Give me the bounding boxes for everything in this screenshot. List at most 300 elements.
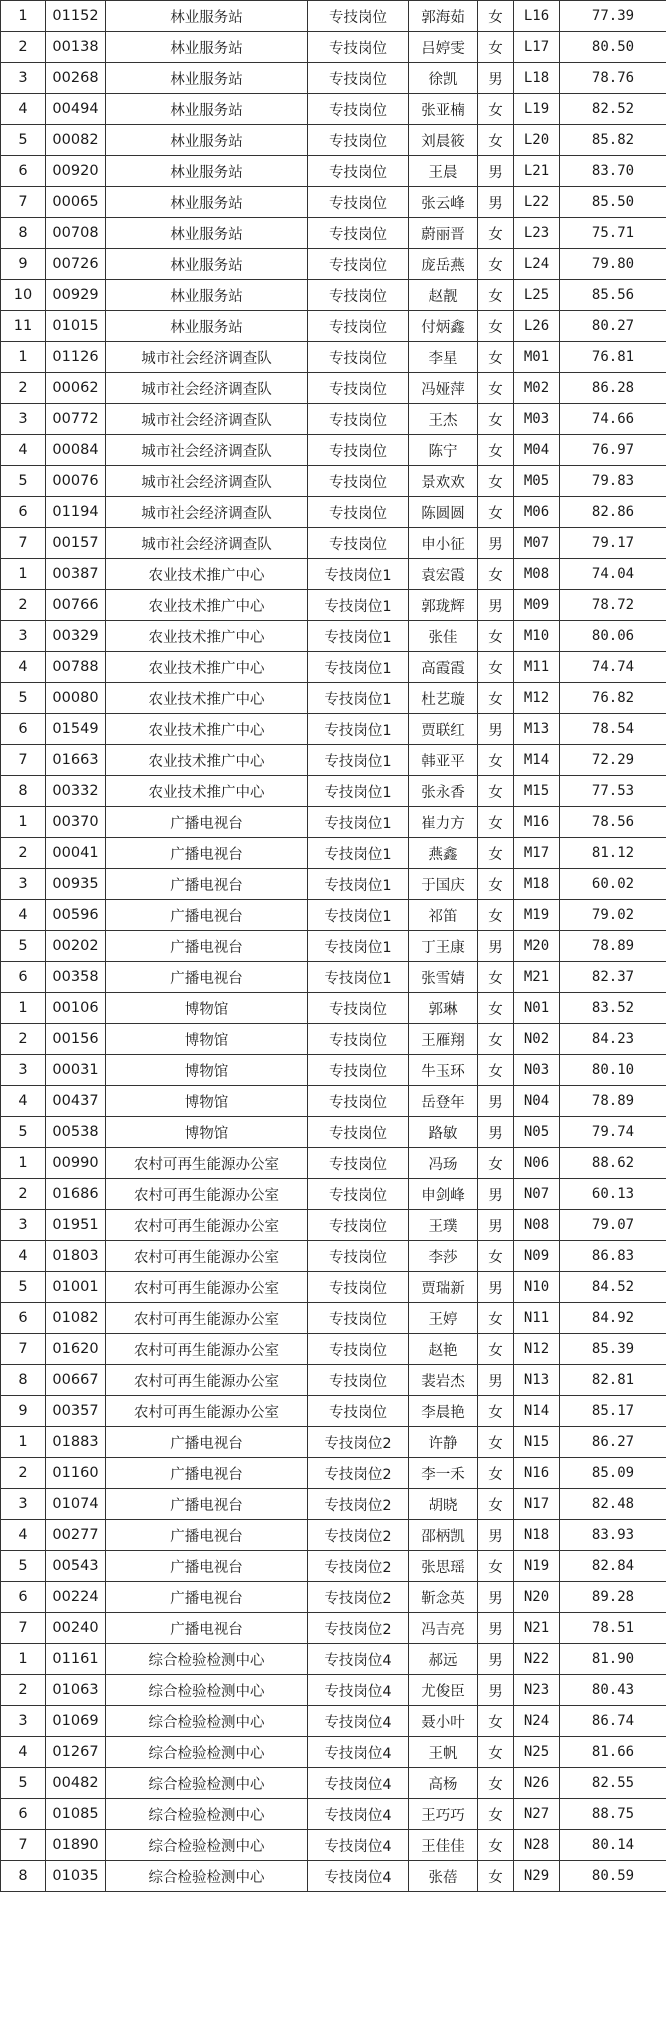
candidate-name-cell: 张蓓 — [409, 1861, 478, 1892]
row-index-cell: 9 — [1, 249, 46, 280]
table-row — [1, 1334, 666, 1365]
table-row — [1, 280, 666, 311]
table-row — [1, 1737, 666, 1768]
candidate-name-cell: 高霞霞 — [409, 652, 478, 683]
candidate-name-cell: 陈宁 — [409, 435, 478, 466]
candidate-id-cell: 00041 — [46, 838, 106, 869]
candidate-id-cell: 00080 — [46, 683, 106, 714]
exam-code-cell: N01 — [514, 993, 560, 1024]
exam-code-cell: L20 — [514, 125, 560, 156]
candidate-id-cell: 01803 — [46, 1241, 106, 1272]
row-index-cell: 7 — [1, 1334, 46, 1365]
candidate-id-cell: 00138 — [46, 32, 106, 63]
row-index-cell: 7 — [1, 187, 46, 218]
position-name-cell: 专技岗位 — [308, 435, 409, 466]
score-cell: 85.50 — [560, 187, 666, 218]
gender-cell: 男 — [478, 931, 514, 962]
gender-cell: 女 — [478, 1055, 514, 1086]
candidate-name-cell: 郭琳 — [409, 993, 478, 1024]
row-index-cell: 4 — [1, 1086, 46, 1117]
candidate-id-cell: 00156 — [46, 1024, 106, 1055]
position-name-cell: 专技岗位 — [308, 1334, 409, 1365]
employer-unit-cell: 林业服务站 — [106, 249, 308, 280]
table-row — [1, 807, 666, 838]
gender-cell: 女 — [478, 559, 514, 590]
exam-code-cell: M15 — [514, 776, 560, 807]
table-row — [1, 1799, 666, 1830]
row-index-cell: 3 — [1, 63, 46, 94]
gender-cell: 女 — [478, 404, 514, 435]
gender-cell: 女 — [478, 94, 514, 125]
employer-unit-cell: 综合检验检测中心 — [106, 1675, 308, 1706]
position-name-cell: 专技岗位2 — [308, 1613, 409, 1644]
candidate-name-cell: 聂小叶 — [409, 1706, 478, 1737]
table-row — [1, 125, 666, 156]
table-row — [1, 497, 666, 528]
position-name-cell: 专技岗位 — [308, 249, 409, 280]
exam-code-cell: M17 — [514, 838, 560, 869]
exam-code-cell: N07 — [514, 1179, 560, 1210]
candidate-id-cell: 01890 — [46, 1830, 106, 1861]
table-row — [1, 559, 666, 590]
exam-code-cell: M11 — [514, 652, 560, 683]
candidate-id-cell: 00766 — [46, 590, 106, 621]
exam-code-cell: L26 — [514, 311, 560, 342]
score-cell: 79.80 — [560, 249, 666, 280]
row-index-cell: 1 — [1, 1, 46, 32]
candidate-name-cell: 张佳 — [409, 621, 478, 652]
table-row — [1, 528, 666, 559]
position-name-cell: 专技岗位 — [308, 1210, 409, 1241]
score-cell: 81.66 — [560, 1737, 666, 1768]
position-name-cell: 专技岗位 — [308, 63, 409, 94]
score-cell: 80.59 — [560, 1861, 666, 1892]
candidate-name-cell: 郭海茹 — [409, 1, 478, 32]
gender-cell: 女 — [478, 1830, 514, 1861]
candidate-name-cell: 王巧巧 — [409, 1799, 478, 1830]
employer-unit-cell: 广播电视台 — [106, 838, 308, 869]
candidate-name-cell: 张永香 — [409, 776, 478, 807]
candidate-name-cell: 许静 — [409, 1427, 478, 1458]
score-cell: 88.62 — [560, 1148, 666, 1179]
position-name-cell: 专技岗位2 — [308, 1458, 409, 1489]
candidate-id-cell: 00726 — [46, 249, 106, 280]
exam-code-cell: M05 — [514, 466, 560, 497]
score-cell: 81.90 — [560, 1644, 666, 1675]
candidate-name-cell: 贾联红 — [409, 714, 478, 745]
position-name-cell: 专技岗位1 — [308, 807, 409, 838]
gender-cell: 男 — [478, 1086, 514, 1117]
candidate-id-cell: 01069 — [46, 1706, 106, 1737]
gender-cell: 女 — [478, 373, 514, 404]
gender-cell: 女 — [478, 1861, 514, 1892]
score-cell: 78.51 — [560, 1613, 666, 1644]
position-name-cell: 专技岗位 — [308, 1024, 409, 1055]
table-row — [1, 1086, 666, 1117]
exam-code-cell: M06 — [514, 497, 560, 528]
table-row — [1, 373, 666, 404]
candidate-name-cell: 张雪婧 — [409, 962, 478, 993]
candidate-id-cell: 00031 — [46, 1055, 106, 1086]
position-name-cell: 专技岗位 — [308, 1303, 409, 1334]
table-row — [1, 1, 666, 32]
employer-unit-cell: 广播电视台 — [106, 1613, 308, 1644]
row-index-cell: 4 — [1, 435, 46, 466]
position-name-cell: 专技岗位 — [308, 1055, 409, 1086]
candidate-name-cell: 牛玉环 — [409, 1055, 478, 1086]
position-name-cell: 专技岗位 — [308, 1272, 409, 1303]
position-name-cell: 专技岗位 — [308, 1, 409, 32]
table-row — [1, 1365, 666, 1396]
score-cell: 82.48 — [560, 1489, 666, 1520]
candidate-id-cell: 00788 — [46, 652, 106, 683]
score-cell: 78.76 — [560, 63, 666, 94]
candidate-name-cell: 赵艳 — [409, 1334, 478, 1365]
gender-cell: 男 — [478, 714, 514, 745]
score-cell: 80.27 — [560, 311, 666, 342]
candidate-name-cell: 刘晨筱 — [409, 125, 478, 156]
employer-unit-cell: 广播电视台 — [106, 1551, 308, 1582]
table-row — [1, 838, 666, 869]
position-name-cell: 专技岗位4 — [308, 1799, 409, 1830]
table-row — [1, 1644, 666, 1675]
candidate-name-cell: 靳念英 — [409, 1582, 478, 1613]
score-cell: 83.93 — [560, 1520, 666, 1551]
candidate-id-cell: 00065 — [46, 187, 106, 218]
score-cell: 74.04 — [560, 559, 666, 590]
table-row — [1, 1706, 666, 1737]
employer-unit-cell: 农业技术推广中心 — [106, 621, 308, 652]
position-name-cell: 专技岗位 — [308, 1179, 409, 1210]
row-index-cell: 9 — [1, 1396, 46, 1427]
table-row — [1, 683, 666, 714]
exam-code-cell: L25 — [514, 280, 560, 311]
table-row — [1, 1520, 666, 1551]
candidate-name-cell: 李莎 — [409, 1241, 478, 1272]
candidate-id-cell: 00667 — [46, 1365, 106, 1396]
score-cell: 78.89 — [560, 931, 666, 962]
gender-cell: 女 — [478, 993, 514, 1024]
row-index-cell: 6 — [1, 714, 46, 745]
employer-unit-cell: 农村可再生能源办公室 — [106, 1210, 308, 1241]
gender-cell: 女 — [478, 1, 514, 32]
position-name-cell: 专技岗位 — [308, 218, 409, 249]
employer-unit-cell: 农村可再生能源办公室 — [106, 1365, 308, 1396]
candidate-id-cell: 00202 — [46, 931, 106, 962]
candidate-name-cell: 庞岳燕 — [409, 249, 478, 280]
exam-code-cell: N06 — [514, 1148, 560, 1179]
employer-unit-cell: 广播电视台 — [106, 1458, 308, 1489]
table-row — [1, 714, 666, 745]
employer-unit-cell: 城市社会经济调查队 — [106, 497, 308, 528]
candidate-id-cell: 00329 — [46, 621, 106, 652]
candidate-name-cell: 王晨 — [409, 156, 478, 187]
gender-cell: 女 — [478, 1551, 514, 1582]
position-name-cell: 专技岗位 — [308, 1086, 409, 1117]
score-cell: 84.23 — [560, 1024, 666, 1055]
position-name-cell: 专技岗位1 — [308, 590, 409, 621]
gender-cell: 女 — [478, 683, 514, 714]
employer-unit-cell: 广播电视台 — [106, 900, 308, 931]
employer-unit-cell: 林业服务站 — [106, 125, 308, 156]
row-index-cell: 2 — [1, 1458, 46, 1489]
candidate-id-cell: 01001 — [46, 1272, 106, 1303]
candidate-id-cell: 00482 — [46, 1768, 106, 1799]
position-name-cell: 专技岗位1 — [308, 652, 409, 683]
candidate-name-cell: 景欢欢 — [409, 466, 478, 497]
candidate-id-cell: 01015 — [46, 311, 106, 342]
table-row — [1, 869, 666, 900]
employer-unit-cell: 农村可再生能源办公室 — [106, 1396, 308, 1427]
position-name-cell: 专技岗位1 — [308, 559, 409, 590]
position-name-cell: 专技岗位4 — [308, 1644, 409, 1675]
row-index-cell: 8 — [1, 218, 46, 249]
candidate-name-cell: 崔力方 — [409, 807, 478, 838]
candidate-id-cell: 00268 — [46, 63, 106, 94]
gender-cell: 男 — [478, 1644, 514, 1675]
candidate-id-cell: 00494 — [46, 94, 106, 125]
table-row — [1, 1117, 666, 1148]
employer-unit-cell: 城市社会经济调查队 — [106, 342, 308, 373]
employer-unit-cell: 农业技术推广中心 — [106, 559, 308, 590]
score-cell: 85.56 — [560, 280, 666, 311]
exam-code-cell: N21 — [514, 1613, 560, 1644]
position-name-cell: 专技岗位 — [308, 342, 409, 373]
candidate-name-cell: 韩亚平 — [409, 745, 478, 776]
score-cell: 72.29 — [560, 745, 666, 776]
row-index-cell: 3 — [1, 869, 46, 900]
candidate-id-cell: 01663 — [46, 745, 106, 776]
gender-cell: 女 — [478, 32, 514, 63]
row-index-cell: 4 — [1, 1520, 46, 1551]
table-row — [1, 32, 666, 63]
table-row — [1, 1458, 666, 1489]
row-index-cell: 3 — [1, 621, 46, 652]
row-index-cell: 3 — [1, 1210, 46, 1241]
employer-unit-cell: 综合检验检测中心 — [106, 1861, 308, 1892]
exam-code-cell: N24 — [514, 1706, 560, 1737]
exam-code-cell: N08 — [514, 1210, 560, 1241]
score-cell: 82.55 — [560, 1768, 666, 1799]
score-cell: 84.92 — [560, 1303, 666, 1334]
candidate-name-cell: 申小征 — [409, 528, 478, 559]
position-name-cell: 专技岗位4 — [308, 1768, 409, 1799]
row-index-cell: 8 — [1, 1861, 46, 1892]
score-cell: 89.28 — [560, 1582, 666, 1613]
row-index-cell: 3 — [1, 1706, 46, 1737]
candidate-name-cell: 冯吉亮 — [409, 1613, 478, 1644]
gender-cell: 男 — [478, 63, 514, 94]
score-cell: 76.97 — [560, 435, 666, 466]
score-cell: 74.66 — [560, 404, 666, 435]
exam-code-cell: N20 — [514, 1582, 560, 1613]
candidate-name-cell: 路敏 — [409, 1117, 478, 1148]
row-index-cell: 4 — [1, 652, 46, 683]
table-row — [1, 342, 666, 373]
score-cell: 80.14 — [560, 1830, 666, 1861]
score-cell: 79.17 — [560, 528, 666, 559]
candidate-id-cell: 01152 — [46, 1, 106, 32]
employer-unit-cell: 博物馆 — [106, 1086, 308, 1117]
exam-code-cell: L24 — [514, 249, 560, 280]
score-cell: 82.84 — [560, 1551, 666, 1582]
candidate-id-cell: 00358 — [46, 962, 106, 993]
candidate-id-cell: 01549 — [46, 714, 106, 745]
candidate-name-cell: 吕婷雯 — [409, 32, 478, 63]
position-name-cell: 专技岗位1 — [308, 900, 409, 931]
employer-unit-cell: 农村可再生能源办公室 — [106, 1241, 308, 1272]
table-row — [1, 590, 666, 621]
employer-unit-cell: 林业服务站 — [106, 63, 308, 94]
table-row — [1, 993, 666, 1024]
position-name-cell: 专技岗位 — [308, 1117, 409, 1148]
position-name-cell: 专技岗位 — [308, 373, 409, 404]
position-name-cell: 专技岗位4 — [308, 1861, 409, 1892]
position-name-cell: 专技岗位 — [308, 311, 409, 342]
exam-code-cell: N28 — [514, 1830, 560, 1861]
candidate-id-cell: 00224 — [46, 1582, 106, 1613]
candidate-id-cell: 00543 — [46, 1551, 106, 1582]
gender-cell: 女 — [478, 1799, 514, 1830]
position-name-cell: 专技岗位1 — [308, 869, 409, 900]
candidate-id-cell: 00084 — [46, 435, 106, 466]
row-index-cell: 1 — [1, 993, 46, 1024]
exam-code-cell: M14 — [514, 745, 560, 776]
employer-unit-cell: 广播电视台 — [106, 807, 308, 838]
candidate-name-cell: 王婷 — [409, 1303, 478, 1334]
employer-unit-cell: 林业服务站 — [106, 32, 308, 63]
score-cell: 76.82 — [560, 683, 666, 714]
gender-cell: 女 — [478, 218, 514, 249]
table-row — [1, 1179, 666, 1210]
table-row — [1, 1489, 666, 1520]
candidate-name-cell: 申剑峰 — [409, 1179, 478, 1210]
candidate-id-cell: 00538 — [46, 1117, 106, 1148]
score-cell: 86.28 — [560, 373, 666, 404]
exam-code-cell: N26 — [514, 1768, 560, 1799]
candidate-name-cell: 陈圆圆 — [409, 497, 478, 528]
candidate-id-cell: 00240 — [46, 1613, 106, 1644]
table-row — [1, 1396, 666, 1427]
candidate-name-cell: 邵柄凯 — [409, 1520, 478, 1551]
employer-unit-cell: 综合检验检测中心 — [106, 1706, 308, 1737]
row-index-cell: 2 — [1, 373, 46, 404]
exam-code-cell: M16 — [514, 807, 560, 838]
gender-cell: 女 — [478, 652, 514, 683]
row-index-cell: 7 — [1, 745, 46, 776]
gender-cell: 女 — [478, 1458, 514, 1489]
gender-cell: 女 — [478, 1396, 514, 1427]
score-cell: 85.39 — [560, 1334, 666, 1365]
candidate-name-cell: 蔚丽晋 — [409, 218, 478, 249]
row-index-cell: 5 — [1, 1117, 46, 1148]
gender-cell: 男 — [478, 1582, 514, 1613]
employer-unit-cell: 综合检验检测中心 — [106, 1768, 308, 1799]
table-row — [1, 1613, 666, 1644]
candidate-name-cell: 冯玚 — [409, 1148, 478, 1179]
score-cell: 78.56 — [560, 807, 666, 838]
candidate-id-cell: 01126 — [46, 342, 106, 373]
table-row — [1, 931, 666, 962]
position-name-cell: 专技岗位2 — [308, 1427, 409, 1458]
row-index-cell: 2 — [1, 590, 46, 621]
candidate-id-cell: 00920 — [46, 156, 106, 187]
candidate-name-cell: 李晨艳 — [409, 1396, 478, 1427]
exam-code-cell: N22 — [514, 1644, 560, 1675]
candidate-name-cell: 胡晓 — [409, 1489, 478, 1520]
candidate-id-cell: 01686 — [46, 1179, 106, 1210]
score-cell: 79.02 — [560, 900, 666, 931]
exam-code-cell: N10 — [514, 1272, 560, 1303]
row-index-cell: 1 — [1, 1427, 46, 1458]
candidate-id-cell: 00277 — [46, 1520, 106, 1551]
table-body — [1, 1, 666, 1892]
employer-unit-cell: 农业技术推广中心 — [106, 745, 308, 776]
row-index-cell: 1 — [1, 342, 46, 373]
gender-cell: 女 — [478, 621, 514, 652]
employer-unit-cell: 博物馆 — [106, 1024, 308, 1055]
position-name-cell: 专技岗位4 — [308, 1737, 409, 1768]
employer-unit-cell: 综合检验检测中心 — [106, 1830, 308, 1861]
exam-code-cell: N16 — [514, 1458, 560, 1489]
position-name-cell: 专技岗位 — [308, 94, 409, 125]
gender-cell: 女 — [478, 466, 514, 497]
position-name-cell: 专技岗位 — [308, 993, 409, 1024]
candidate-name-cell: 李一禾 — [409, 1458, 478, 1489]
position-name-cell: 专技岗位 — [308, 125, 409, 156]
candidate-name-cell: 王雁翔 — [409, 1024, 478, 1055]
exam-code-cell: M10 — [514, 621, 560, 652]
exam-code-cell: M13 — [514, 714, 560, 745]
exam-code-cell: M03 — [514, 404, 560, 435]
position-name-cell: 专技岗位 — [308, 528, 409, 559]
score-cell: 86.27 — [560, 1427, 666, 1458]
employer-unit-cell: 农村可再生能源办公室 — [106, 1272, 308, 1303]
row-index-cell: 7 — [1, 528, 46, 559]
gender-cell: 女 — [478, 1241, 514, 1272]
gender-cell: 女 — [478, 311, 514, 342]
candidate-id-cell: 01267 — [46, 1737, 106, 1768]
position-name-cell: 专技岗位1 — [308, 838, 409, 869]
employer-unit-cell: 城市社会经济调查队 — [106, 466, 308, 497]
gender-cell: 女 — [478, 1706, 514, 1737]
row-index-cell: 1 — [1, 1644, 46, 1675]
gender-cell: 男 — [478, 1179, 514, 1210]
gender-cell: 女 — [478, 1303, 514, 1334]
position-name-cell: 专技岗位4 — [308, 1830, 409, 1861]
row-index-cell: 4 — [1, 94, 46, 125]
exam-code-cell: M08 — [514, 559, 560, 590]
table-row — [1, 1148, 666, 1179]
candidate-name-cell: 丁王康 — [409, 931, 478, 962]
exam-code-cell: N13 — [514, 1365, 560, 1396]
exam-code-cell: N04 — [514, 1086, 560, 1117]
candidate-name-cell: 郝远 — [409, 1644, 478, 1675]
candidate-id-cell: 00437 — [46, 1086, 106, 1117]
score-cell: 74.74 — [560, 652, 666, 683]
position-name-cell: 专技岗位1 — [308, 776, 409, 807]
position-name-cell: 专技岗位 — [308, 1148, 409, 1179]
exam-code-cell: N09 — [514, 1241, 560, 1272]
candidate-id-cell: 00935 — [46, 869, 106, 900]
score-cell: 75.71 — [560, 218, 666, 249]
gender-cell: 男 — [478, 187, 514, 218]
employer-unit-cell: 广播电视台 — [106, 1520, 308, 1551]
exam-code-cell: N15 — [514, 1427, 560, 1458]
table-row — [1, 218, 666, 249]
row-index-cell: 5 — [1, 683, 46, 714]
candidate-name-cell: 张思瑶 — [409, 1551, 478, 1582]
